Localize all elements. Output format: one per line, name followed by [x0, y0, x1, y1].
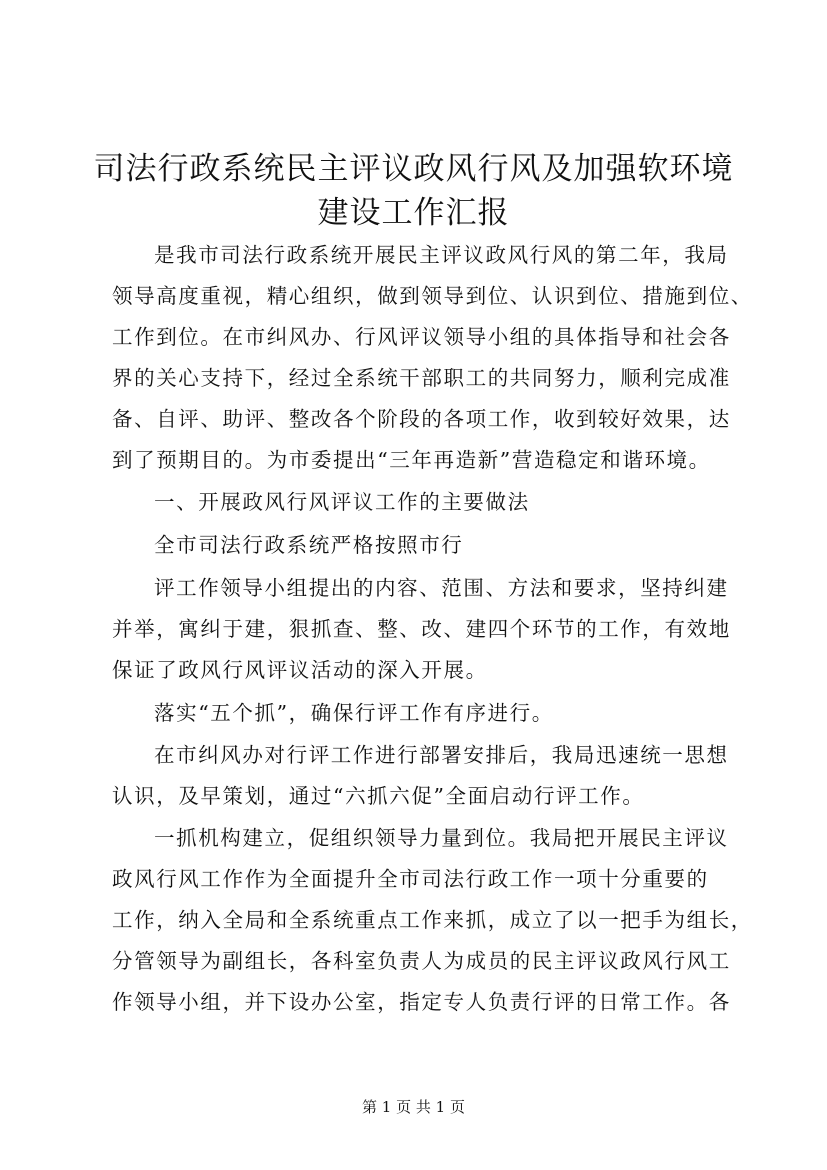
- body-line-10: 并举，寓纠于建，狠抓查、整、改、建四个环节的工作，有效地: [112, 617, 731, 641]
- body-line-3: 工作到位。在市纠风办、行风评议领导小组的具体指导和社会各: [112, 325, 731, 349]
- body-line-18: 分管领导为副组长，各科室负责人为成员的民主评议政风行风工: [112, 949, 731, 973]
- body-line-4: 界的关心支持下，经过全系统干部职工的共同努力，顺利完成准: [112, 366, 731, 390]
- body-line-19: 作领导小组，并下设办公室，指定专人负责行评的日常工作。各: [112, 990, 731, 1014]
- body-line-1: 是我市司法行政系统开展民主评议政风行风的第二年，我局: [154, 243, 729, 267]
- document-title-line-2: 建设工作汇报: [317, 195, 510, 231]
- section-heading-1: 一、开展政风行风评议工作的主要做法: [154, 490, 530, 514]
- body-line-11: 保证了政风行风评议活动的深入开展。: [112, 658, 488, 682]
- body-line-14: 认识，及早策划，通过“六抓六促”全面启动行评工作。: [112, 784, 645, 808]
- body-line-15: 一抓机构建立，促组织领导力量到位。我局把开展民主评议: [154, 826, 729, 850]
- body-line-17: 工作，纳入全局和全系统重点工作来抓，成立了以一把手为组长，: [112, 908, 753, 932]
- page-number-footer: 第 1 页 共 1 页: [362, 1098, 465, 1116]
- body-line-9: 评工作领导小组提出的内容、范围、方法和要求，坚持纠建: [154, 576, 729, 600]
- body-line-2: 领导高度重视，精心组织，做到领导到位、认识到位、措施到位、: [112, 284, 753, 308]
- body-line-8: 全市司法行政系统严格按照市行: [154, 533, 464, 557]
- subheading-line: 落实“五个抓”，确保行评工作有序进行。: [154, 701, 554, 725]
- document-title-line-1: 司法行政系统民主评议政风行风及加强软环境: [93, 151, 734, 187]
- body-line-6: 到了预期目的。为市委提出“三年再造新”营造稳定和谐环境。: [112, 448, 711, 472]
- body-line-13: 在市纠风办对行评工作进行部署安排后，我局迅速统一思想: [154, 743, 729, 767]
- body-line-16: 政风行风工作作为全面提升全市司法行政工作一项十分重要的: [112, 867, 709, 891]
- body-line-5: 备、自评、助评、整改各个阶段的各项工作，收到较好效果，达: [112, 407, 731, 431]
